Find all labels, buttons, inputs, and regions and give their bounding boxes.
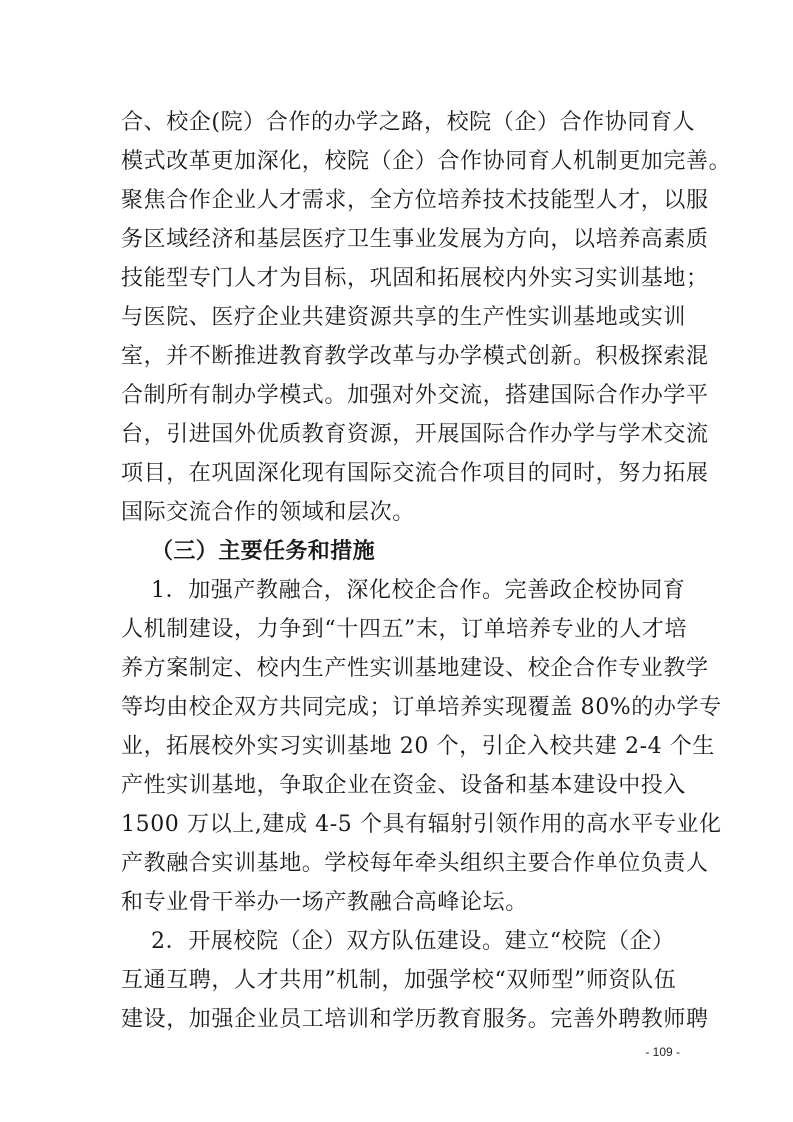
section-heading: （三）主要任务和措施 [151, 539, 376, 564]
text-line: 建设，加强企业员工培训和学历教育服务。完善外聘教师聘 [121, 1007, 709, 1032]
text-line: 台，引进国外优质教育资源，开展国际合作办学与学术交流 [121, 422, 709, 447]
text-line: 业，拓展校外实习实训基地 20 个，引企入校共建 2-4 个生 [121, 734, 715, 759]
text-line: 2．开展校院（企）双方队伍建设。建立“校院（企） [151, 929, 675, 954]
text-line: 国际交流合作的领域和层次。 [121, 500, 415, 525]
text-line: 项目，在巩固深化现有国际交流合作项目的同时，努力拓展 [121, 461, 709, 486]
text-line: 与医院、医疗企业共建资源共享的生产性实训基地或实训 [121, 305, 687, 330]
text-line: 和专业骨干举办一场产教融合高峰论坛。 [121, 890, 528, 915]
text-line: 合、校企(院）合作的办学之路，校院（企）合作协同育人 [121, 110, 696, 135]
text-line: 1．加强产教融合，深化校企合作。完善政企校协同育 [151, 578, 686, 603]
text-line: 产教融合实训基地。学校每年牵头组织主要合作单位负责人 [121, 851, 709, 876]
text-line: 技能型专门人才为目标，巩固和拓展校内外实习实训基地； [121, 266, 709, 291]
paragraph-1 [121, 103, 732, 532]
text-line: 等均由校企双方共同完成；订单培养实现覆盖 80%的办学专 [121, 695, 722, 720]
text-line: 室，并不断推进教育教学改革与办学模式创新。积极探索混 [121, 344, 709, 369]
section-heading-block [121, 532, 677, 571]
text-line: 养方案制定、校内生产性实训基地建设、校企合作专业教学 [121, 656, 709, 681]
page-number: - 109 - [645, 1045, 680, 1059]
text-line: 聚焦合作企业人才需求，全方位培养技术技能型人才，以服 [121, 188, 709, 213]
paragraph-3 [121, 922, 709, 1039]
paragraph-2 [121, 571, 722, 922]
text-line: 产性实训基地，争取企业在资金、设备和基本建设中投入 [121, 773, 687, 798]
text-line: 互通互聘，人才共用”机制，加强学校“双师型”师资队伍 [121, 968, 677, 993]
text-line: 模式改革更加深化，校院（企）合作协同育人机制更加完善。 [121, 149, 732, 174]
text-line: 人机制建设，力争到“十四五”末，订单培养专业的人才培 [121, 617, 688, 642]
text-line: 1500 万以上,建成 4-5 个具有辐射引领作用的高水平专业化 [121, 812, 722, 837]
text-line: 务区域经济和基层医疗卫生事业发展为方向，以培养高素质 [121, 227, 709, 252]
text-line: 合制所有制办学模式。加强对外交流，搭建国际合作办学平 [121, 383, 709, 408]
